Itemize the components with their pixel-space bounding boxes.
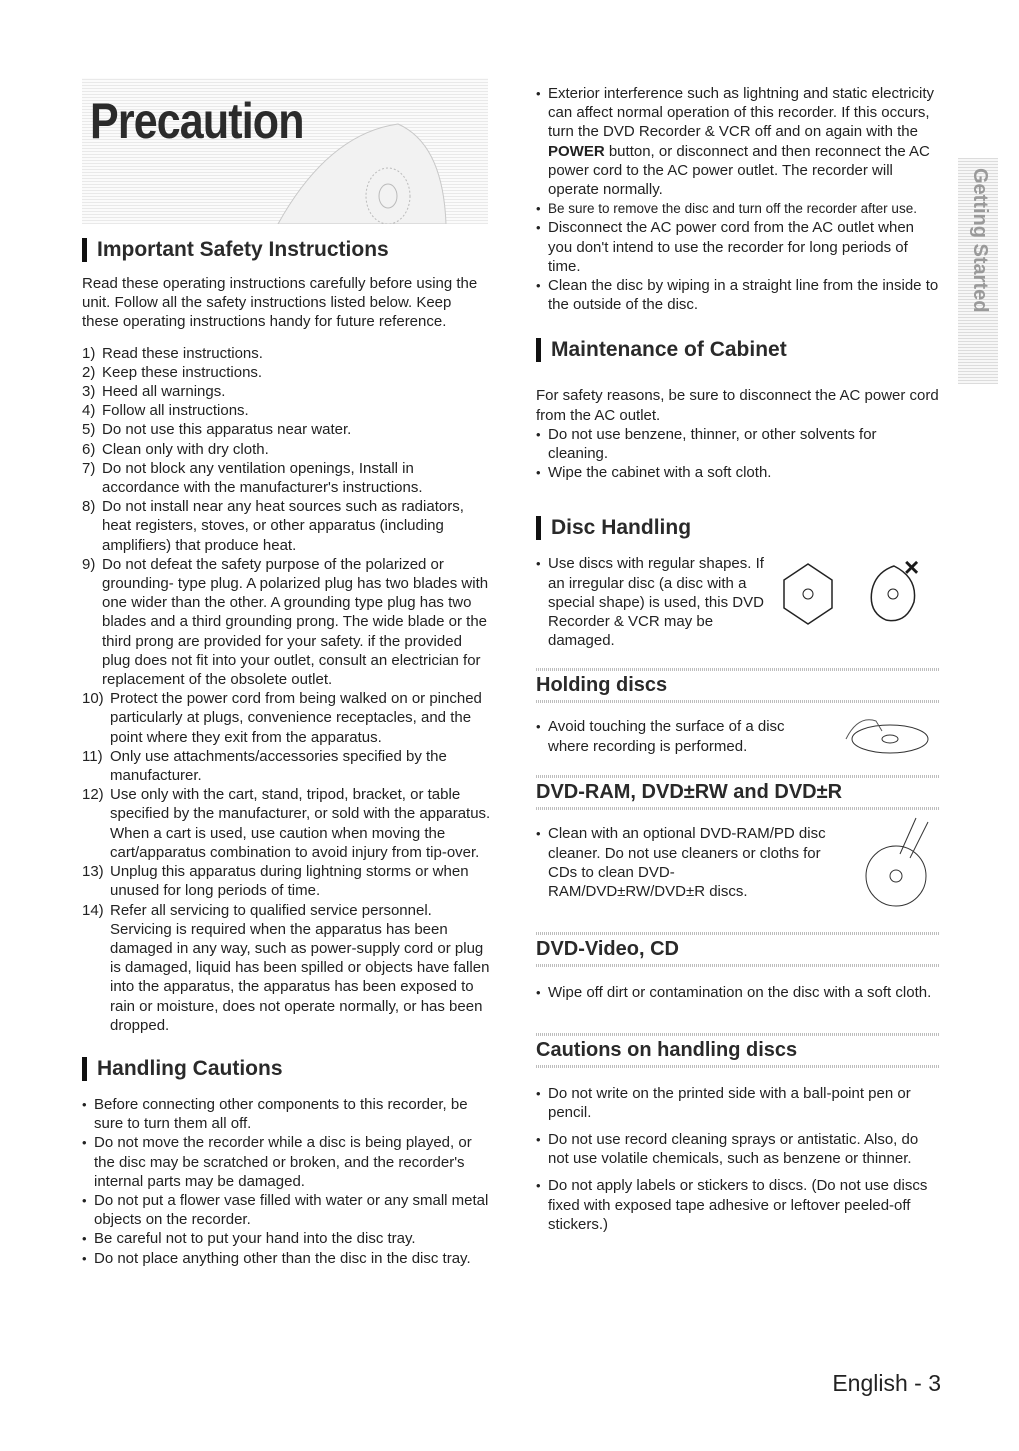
list-item: • Do not use benzene, thinner, or other solvents for cleaning. <box>536 425 940 463</box>
dvdram-heading: DVD-RAM, DVD±RW and DVD±R <box>536 775 940 810</box>
handling-list <box>82 1095 492 1268</box>
cabinet-intro: For safety reasons, be sure to disconnect the AC power cord from the AC outlet. <box>536 387 939 424</box>
cautions-heading: Cautions on handling discs <box>536 1033 940 1068</box>
safety-item <box>82 440 492 459</box>
item-text: Do not install near any heat sources such as radiators, heat registers, stoves, or other apparatus (including amplifiers) that produce heat. <box>102 498 464 554</box>
item-number: 9) <box>82 555 96 573</box>
banner-title: Precaution <box>90 93 304 149</box>
item-number: 11) <box>82 747 103 765</box>
dvdvideo-heading: DVD-Video, CD <box>536 932 940 967</box>
item-text: Heed all warnings. <box>102 383 226 401</box>
list-item: • Be careful not to put your hand into the disc tray. <box>82 1229 492 1248</box>
disc-illustration <box>268 104 448 224</box>
handling-heading <box>82 1057 492 1081</box>
safety-item <box>82 459 492 497</box>
list-item: • Clean the disc by wiping in a straight line from the inside to the outside of the disc. <box>536 276 940 314</box>
list-item: • Do not apply labels or stickers to discs. (Do not use discs fixed with exposed tape adhesive or leftover peeled-off stickers.) <box>536 1176 940 1234</box>
list-item: • Disconnect the AC power cord from the AC outlet when you don't intend to use the recorder for long periods of time. <box>536 218 940 276</box>
list-item: • Avoid touching the surface of a disc where recording is performed. <box>536 717 816 755</box>
precaution-banner <box>82 78 488 224</box>
list-item: • Before connecting other components to this recorder, be sure to turn them all off. <box>82 1095 492 1133</box>
item-number: 5) <box>82 421 96 439</box>
dvdram-list <box>536 824 826 901</box>
item-text: Use only with the cart, stand, tripod, bracket, or table specified by the manufacturer, or sold with the apparatus. When a cart is used, use caution when moving the cart/apparatus combination to avoid injury from tip-over. <box>110 786 491 861</box>
hand-holding-disc-icon <box>828 709 938 763</box>
item-number: 10) <box>82 690 104 708</box>
item-number: 4) <box>82 402 96 420</box>
cabinet-list <box>536 425 940 483</box>
safety-item <box>82 420 492 439</box>
list-item: • Wipe the cabinet with a soft cloth. <box>536 463 940 482</box>
list-item <box>536 84 940 199</box>
list-item: • Do not write on the printed side with a ball-point pen or pencil. <box>536 1084 940 1122</box>
holding-row <box>536 717 940 761</box>
disc-cleaning-icon <box>858 814 938 914</box>
safety-item <box>82 689 492 747</box>
safety-list <box>82 344 492 1035</box>
disc-list <box>536 554 771 650</box>
cabinet-heading <box>536 338 940 362</box>
list-item: • Do not put a flower vase filled with water or any small metal objects on the recorder. <box>82 1191 492 1229</box>
cautions-list <box>536 1084 940 1234</box>
holding-list <box>536 717 816 755</box>
item-text: Read these instructions. <box>102 344 263 362</box>
safety-item <box>82 382 492 401</box>
dvdram-row <box>536 824 940 920</box>
page-number: English - 3 <box>832 1370 941 1396</box>
item-number: 13) <box>82 863 104 881</box>
list-item: • Wipe off dirt or contamination on the disc with a soft cloth. <box>536 983 940 1002</box>
general-list <box>536 84 940 314</box>
item-text: Do not defeat the safety purpose of the polarized or grounding- type plug. A polarized plug has two blades with one wider than the other. A grounding type plug has two blades and a third grounding prong. The wide blade or the third prong are provided for your safety. if the provided plug does not fit into your outlet, consult an electrician for replacement of the obsolete outlet. <box>102 555 489 689</box>
item-text: Do not use this apparatus near water. <box>102 421 352 439</box>
holding-heading: Holding discs <box>536 668 940 703</box>
item-text: Clean only with dry cloth. <box>102 440 269 458</box>
x-mark: × <box>904 552 920 583</box>
list-item: • Be sure to remove the disc and turn off the recorder after use. <box>536 199 940 218</box>
list-item: • Use discs with regular shapes. If an irregular disc (a disc with a special shape) is used, this DVD Recorder & VCR may be damaged. <box>536 554 771 650</box>
safety-intro: Read these operating instructions carefully before using the unit. Follow all the safety instructions listed below. Keep these operating instructions handy for future reference. <box>82 275 478 331</box>
item-text: Only use attachments/accessories specified by the manufacturer. <box>110 747 447 785</box>
power-label: POWER <box>548 142 605 160</box>
item-number: 12) <box>82 786 104 804</box>
safety-item <box>82 862 492 900</box>
right-column <box>536 84 940 1234</box>
safety-item <box>82 401 492 420</box>
side-tab-label: Getting Started <box>969 168 991 313</box>
item-number: 1) <box>82 344 96 362</box>
list-item: • Do not use record cleaning sprays or antistatic. Also, do not use volatile chemicals, such as benzene or thinner. <box>536 1130 940 1168</box>
irregular-disc-icons <box>776 558 946 638</box>
item-text: Keep these instructions. <box>102 363 263 381</box>
safety-heading <box>82 238 492 262</box>
safety-item <box>82 497 492 555</box>
left-column <box>82 78 492 1268</box>
item-number: 2) <box>82 363 96 381</box>
item-text: Unplug this apparatus during lightning storms or when unused for long periods of time. <box>110 863 469 900</box>
item-number: 6) <box>82 440 96 458</box>
item-text: Follow all instructions. <box>102 402 249 420</box>
disc-heading-text: Disc Handling <box>551 516 692 540</box>
dvdvideo-list <box>536 983 940 1002</box>
safety-item <box>82 363 492 382</box>
safety-item <box>82 747 492 785</box>
item-text: Refer all servicing to qualified service personnel. Servicing is required when the apparatus has been damaged in any way, such as power-supply cord or plug is damaged, liquid has been spilled or objects have fallen into the apparatus, the apparatus has been exposed to rain or moisture, does not operate normally, or has been dropped. <box>110 901 490 1034</box>
item-number: 8) <box>82 498 96 516</box>
safety-item <box>82 344 492 363</box>
item-number: 7) <box>82 459 96 477</box>
list-item: • Do not place anything other than the disc in the disc tray. <box>82 1249 492 1268</box>
text: button, or disconnect and then reconnect the AC power cord to the AC power outlet. The recorder will operate normally. <box>548 142 930 199</box>
safety-item <box>82 555 492 689</box>
disc-heading <box>536 516 940 540</box>
item-number: 14) <box>82 901 104 919</box>
safety-item <box>82 785 492 862</box>
item-number: 3) <box>82 383 96 401</box>
section-side-tab <box>958 158 998 384</box>
text: Exterior interference such as lightning and static electricity can affect normal operation of this recorder. If this occurs, turn the DVD Recorder & VCR off and on again with the <box>548 85 935 141</box>
list-item: • Clean with an optional DVD-RAM/PD disc cleaner. Do not use cleaners or cloths for CDs to clean DVD-RAM/DVD±RW/DVD±R discs. <box>536 824 826 901</box>
item-text: Protect the power cord from being walked on or pinched particularly at plugs, convenience receptacles, and the point where they exit from the apparatus. <box>110 690 482 746</box>
cabinet-heading-text: Maintenance of Cabinet <box>551 338 787 362</box>
list-item: • Do not move the recorder while a disc is being played, or the disc may be scratched or broken, and the recorder's internal parts may be damaged. <box>82 1133 492 1191</box>
handling-heading-text: Handling Cautions <box>97 1056 283 1080</box>
disc-shapes-row <box>536 554 940 658</box>
item-text: Do not block any ventilation openings, Install in accordance with the manufacturer's instructions. <box>102 459 423 497</box>
safety-item <box>82 901 492 1035</box>
safety-heading-text: Important Safety Instructions <box>97 238 389 261</box>
